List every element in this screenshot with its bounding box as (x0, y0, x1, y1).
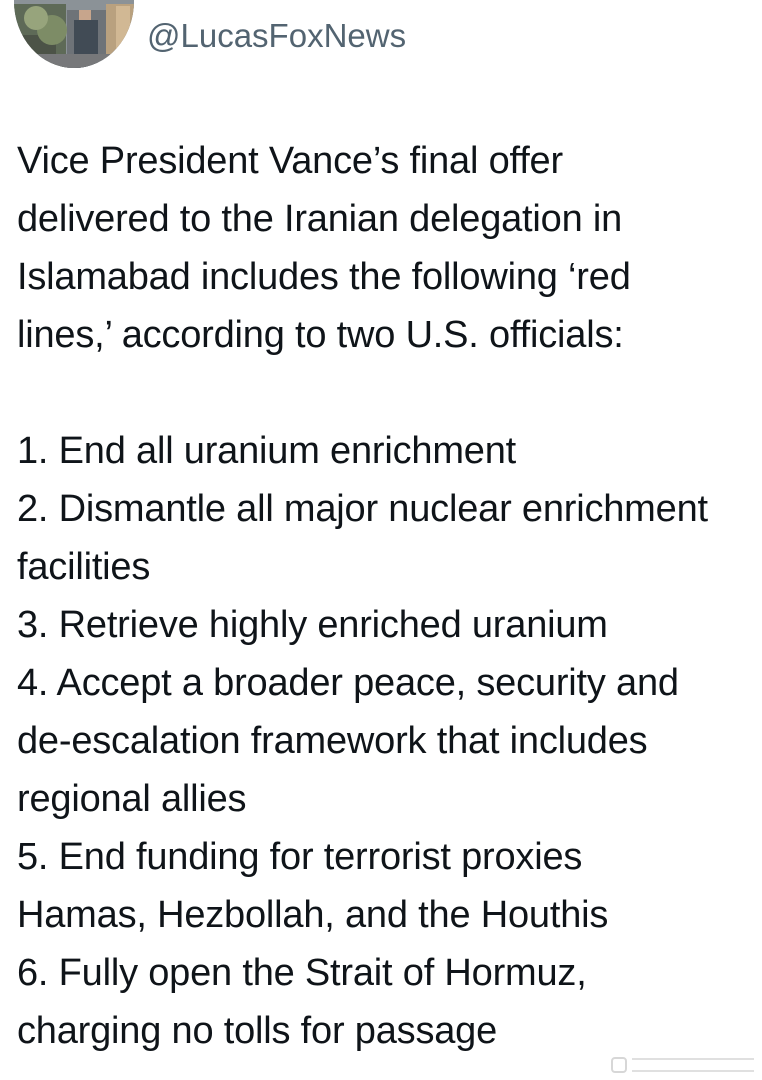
tweet-header (0, 0, 762, 80)
red-line-item-3: 3. Retrieve highly enriched uranium (17, 604, 608, 646)
tweet-intro: Vice President Vance’s final offer delivered to the Iranian delegation in Islamabad includes the following ‘red lines,’ according to two U.S. officials: (17, 140, 631, 356)
watermark-text (632, 1058, 754, 1072)
tweet-text (17, 132, 757, 1060)
red-line-item-1: 1. End all uranium enrichment (17, 430, 517, 472)
paragraph-spacer (17, 364, 757, 422)
red-line-item-2: 2. Dismantle all major nuclear enrichment facilities (17, 488, 708, 588)
profile-photo-avatar-icon (14, 0, 134, 68)
image-watermark (611, 1057, 754, 1073)
author-handle[interactable]: @LucasFoxNews (147, 17, 407, 54)
avatar[interactable] (14, 0, 134, 68)
red-line-item-4: 4. Accept a broader peace, security and de-escalation framework that includes regional allies (17, 662, 679, 820)
red-line-item-5: 5. End funding for terrorist proxies Hamas, Hezbollah, and the Houthis (17, 836, 609, 936)
watermark-logo-icon (611, 1057, 627, 1073)
red-line-item-6: 6. Fully open the Strait of Hormuz, charging no tolls for passage (17, 952, 587, 1052)
